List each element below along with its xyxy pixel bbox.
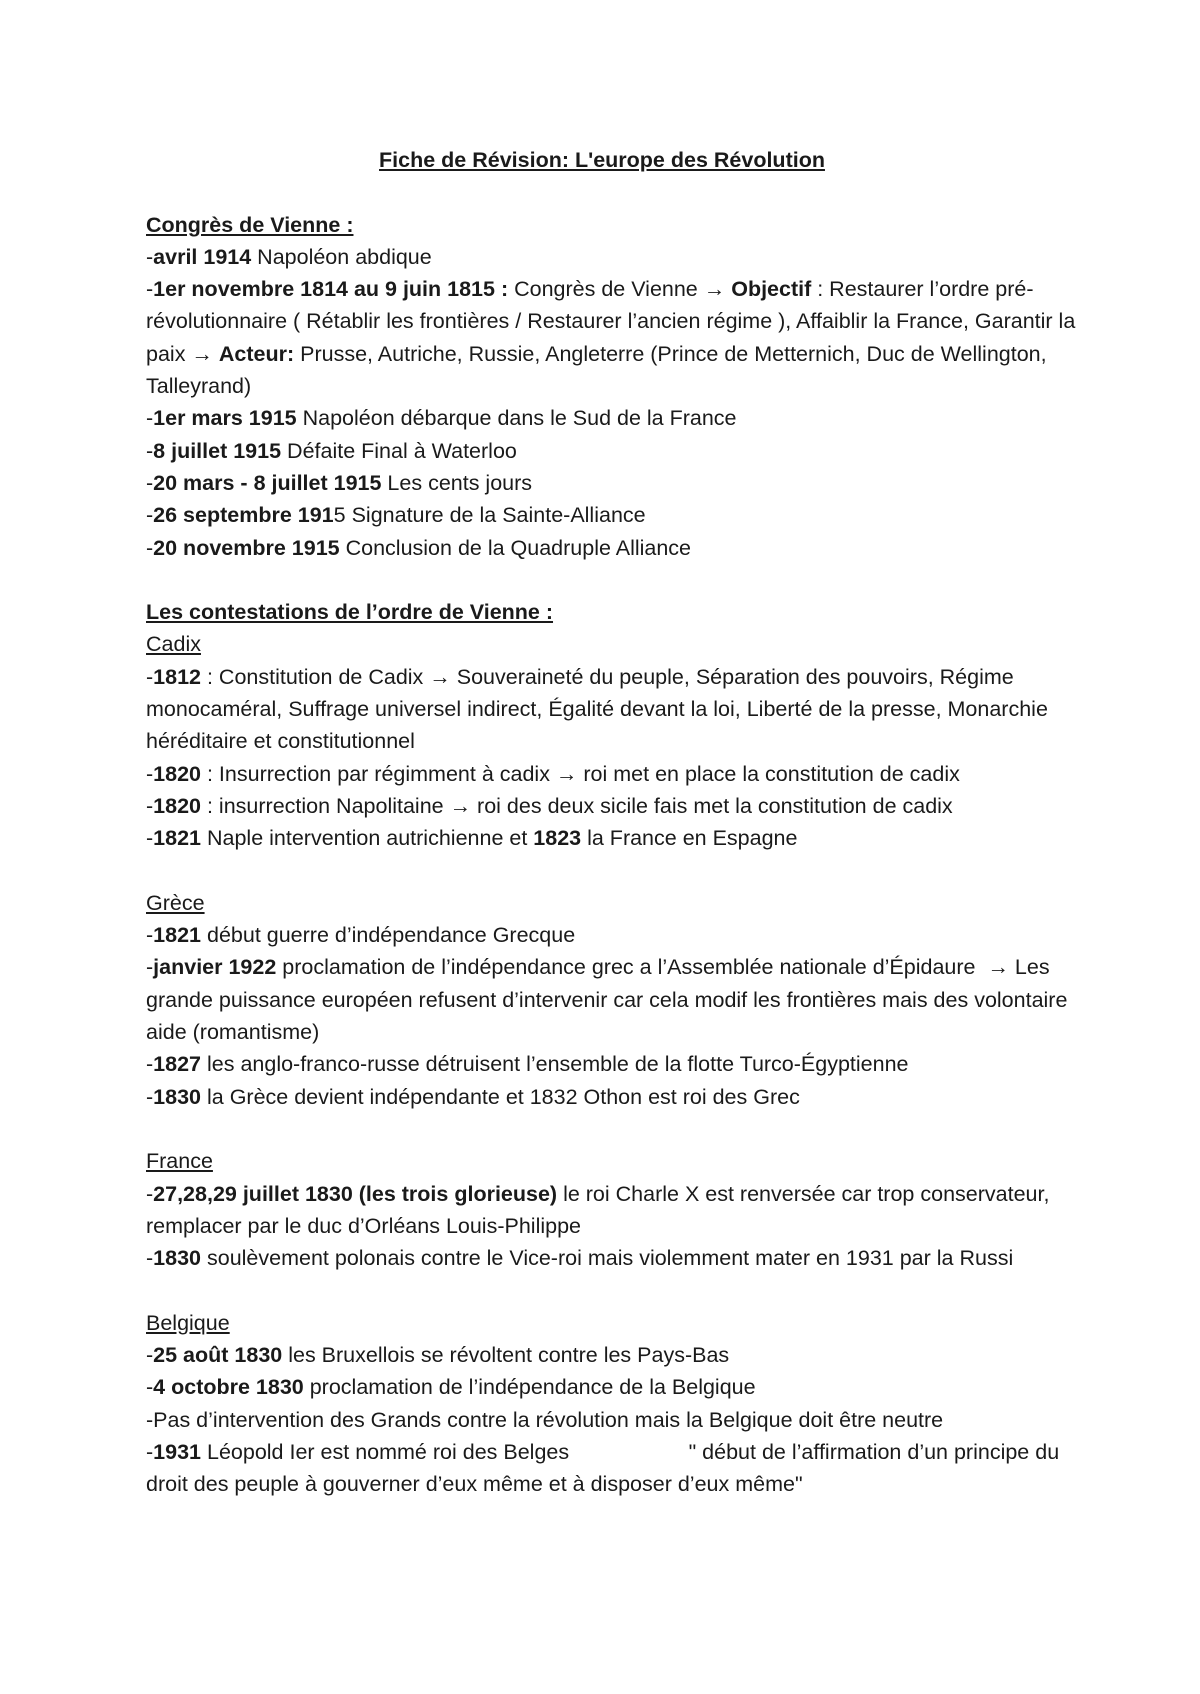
entry-line (146, 1178, 1086, 1243)
entry-text: Léopold Ier est nommé roi des Belges " début de l’affirmation d’un principe du droit des peuple à gouverner d’eux même et à disposer d’eux même" (146, 1439, 1066, 1497)
entry-text: : Constitution de Cadix → Souveraineté du peuple, Séparation des pouvoirs, Régime monocaméral, Suffrage universel indirect, Égalité devant la loi, Liberté de la presse, Monarchie héréditaire et constitutionnel (146, 664, 1054, 754)
entry-text: Naple intervention autrichienne et (201, 826, 534, 851)
blank-line (146, 1274, 1086, 1306)
entry-date: 8 juillet 1915 (153, 438, 282, 463)
entry-line (146, 661, 1086, 758)
entry-date: janvier 1922 (153, 955, 277, 980)
entry-date: avril 1914 (153, 244, 252, 269)
entry-text: - (146, 761, 154, 786)
entry-text: Les cents jours (381, 470, 533, 495)
entry-date: 20 mars - 8 juillet 1915 (153, 470, 382, 495)
entry-line (146, 402, 1086, 434)
entry-text: - (146, 923, 154, 948)
entry-date: 27,28,29 juillet 1830 (les trois glorieuse) (153, 1181, 558, 1206)
entry-date: 1830 (153, 1246, 202, 1271)
entry-text: - (146, 1375, 154, 1400)
subsection-heading: France (146, 1149, 213, 1174)
entry-text: - (146, 1084, 154, 1109)
entry-text: - (146, 277, 154, 302)
subsection-heading: Belgique (146, 1310, 230, 1335)
entry-line (146, 1081, 1086, 1113)
entry-date: 25 août 1830 (153, 1342, 283, 1367)
entry-line (146, 790, 1086, 822)
entry-text: : insurrection Napolitaine → roi des deux sicile fais met la constitution de cadix (201, 793, 953, 818)
entry-date: 1820 (153, 793, 202, 818)
entry-text: les Bruxellois se révoltent contre les Pays-Bas (282, 1342, 730, 1367)
entry-line (146, 1371, 1086, 1403)
entry-line (146, 499, 1086, 531)
entry-text: - (146, 244, 154, 269)
entry-text: les anglo-franco-russe détruisent l’ensemble de la flotte Turco-Égyptienne (201, 1052, 909, 1077)
entry-date: 1820 (153, 761, 202, 786)
entry-line (146, 273, 1086, 402)
entry-date: 1812 (153, 664, 202, 689)
entry-text: Napoléon abdique (251, 244, 432, 269)
entry-text: la France en Espagne (581, 826, 798, 851)
entry-line (146, 467, 1086, 499)
entry-line (146, 435, 1086, 467)
subsection-heading: Cadix (146, 632, 201, 657)
entry-date: 1931 (153, 1439, 202, 1464)
document-page (146, 144, 1086, 1500)
blank-line (146, 564, 1086, 596)
entry-date: 26 septembre 191 (153, 503, 334, 528)
entry-line (146, 1242, 1086, 1274)
entry-text: proclamation de l’indépendance grec a l’Assemblée nationale d’Épidaure → Les grande puissance européen refusent d’intervenir car cela modif les frontières mais des volontaire aide (romantisme) (146, 955, 1074, 1045)
entry-text: 5 Signature de la Sainte-Alliance (333, 503, 646, 528)
entry-date: 1827 (153, 1052, 202, 1077)
entry-text: - (146, 470, 154, 495)
entry-text: - (146, 503, 154, 528)
entry-date: 1er mars 1915 (153, 406, 297, 431)
entry-line (146, 1436, 1086, 1501)
entry-text: Prusse, Autriche, Russie, Angleterre (Prince de Metternich, Duc de Wellington, Talleyrand) (146, 341, 1053, 399)
entry-text: Défaite Final à Waterloo (281, 438, 517, 463)
section-heading: Congrès de Vienne : (146, 212, 354, 237)
entry-text: la Grèce devient indépendante et 1832 Othon est roi des Grec (201, 1084, 800, 1109)
entry-date: Acteur: (218, 341, 295, 366)
entry-text: - (146, 1052, 154, 1077)
entry-text: le roi Charle X est renversée car trop conservateur, remplacer par le duc d’Orléans Louis-Philippe (146, 1181, 1056, 1238)
entry-date: 1821 (153, 826, 202, 851)
entry-text: - (146, 955, 154, 980)
entry-line (146, 919, 1086, 951)
entry-line (146, 1048, 1086, 1080)
entry-date: 20 novembre 1915 (153, 535, 340, 560)
entry-line (146, 241, 1086, 273)
entry-line (146, 758, 1086, 790)
entry-text: - (146, 438, 154, 463)
entry-line (146, 1404, 1086, 1436)
entry-date: Objectif (731, 277, 812, 302)
blank-line (146, 855, 1086, 887)
document-content (146, 209, 1086, 1501)
entry-text: - (146, 793, 154, 818)
entry-text: - (146, 826, 154, 851)
entry-line (146, 1339, 1086, 1371)
entry-text: : Restaurer l’ordre pré-révolutionnaire ( Rétablir les frontières / Restaurer l’ancien régime ), Affaiblir la France, Garantir la paix → (146, 277, 1082, 366)
entry-text: - (146, 1342, 154, 1367)
entry-text: - (146, 1181, 154, 1206)
section-heading: Les contestations de l’ordre de Vienne : (146, 600, 554, 625)
entry-text: Napoléon débarque dans le Sud de la France (296, 406, 737, 431)
entry-text: Conclusion de la Quadruple Alliance (339, 535, 692, 560)
entry-text: - (146, 1439, 154, 1464)
blank-line (146, 1113, 1086, 1145)
entry-line (146, 532, 1086, 564)
entry-text: - (146, 1246, 154, 1271)
document-title: Fiche de Révision: L'europe des Révolution (379, 148, 825, 172)
entry-text: début guerre d’indépendance Grecque (201, 923, 576, 948)
entry-text: proclamation de l’indépendance de la Belgique (303, 1375, 756, 1400)
entry-text: soulèvement polonais contre le Vice-roi mais violemment mater en 1931 par la Russi (201, 1246, 1014, 1271)
entry-date: 1823 (533, 826, 582, 851)
subsection-heading: Grèce (146, 890, 205, 915)
entry-date: 1er novembre 1814 au 9 juin 1815 : (153, 277, 509, 302)
entry-text: - (146, 406, 154, 431)
entry-text: Congrès de Vienne → (508, 277, 732, 302)
entry-text: - (146, 664, 154, 689)
entry-text: -Pas d’intervention des Grands contre la révolution mais la Belgique doit être neutre (146, 1407, 944, 1432)
entry-text: : Insurrection par régimment à cadix → roi met en place la constitution de cadix (201, 761, 960, 786)
entry-line (146, 951, 1086, 1048)
entry-date: 1830 (153, 1084, 202, 1109)
entry-text: - (146, 535, 154, 560)
entry-line (146, 822, 1086, 854)
entry-date: 1821 (153, 923, 202, 948)
entry-date: 4 octobre 1830 (153, 1375, 304, 1400)
